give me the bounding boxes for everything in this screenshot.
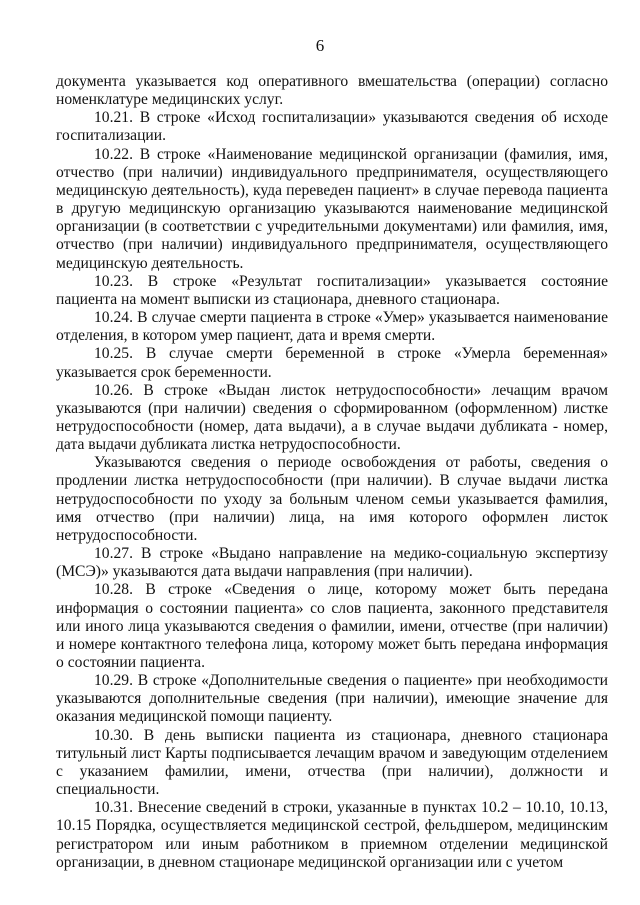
paragraph-10-26: 10.26. В строке «Выдан листок нетрудоспособности» лечащим врачом указываются (при наличии) сведения о сформированном (оформленном) листке нетрудоспособности (номер, дата выдачи), а в случае выдачи дубликата - номер, дата выдачи дубликата листка нетрудоспособности. (56, 381, 608, 454)
paragraph-10-25: 10.25. В случае смерти беременной в строке «Умерла беременная» указывается срок беременности. (56, 345, 608, 381)
paragraph-10-26-details: Указываются сведения о периоде освобождения от работы, сведения о продлении листка нетрудоспособности (при наличии). В случае выдачи листка нетрудоспособности по уходу за больным членом семьи указывается фамилия, имя отчество (при наличии) лица, на имя которого оформлен листок нетрудоспособности. (56, 454, 608, 544)
paragraph-10-24: 10.24. В случае смерти пациента в строке «Умер» указывается наименование отделения, в котором умер пациент, дата и время смерти. (56, 309, 608, 345)
paragraph-10-21: 10.21. В строке «Исход госпитализации» указываются сведения об исходе госпитализации. (56, 109, 608, 145)
paragraph-10-31: 10.31. Внесение сведений в строки, указанные в пунктах 10.2 – 10.10, 10.13, 10.15 Порядка, осуществляется медицинской сестрой, фельдшером, медицинским регистратором или иным работником в приемном отделении медицинской организации, в дневном стационаре медицинской организации или с учетом (56, 799, 608, 871)
document-body (56, 73, 608, 872)
paragraph-10-29: 10.29. В строке «Дополнительные сведения о пациенте» при необходимости указываются дополнительные сведения (при наличии), имеющие значение для оказания медицинской помощи пациенту. (56, 672, 608, 726)
paragraph-10-22: 10.22. В строке «Наименование медицинской организации (фамилия, имя, отчество (при наличии) индивидуального предпринимателя, осуществляющего медицинскую деятельность), куда переведен пациент» в случае перевода пациента в другую медицинскую организацию указываются наименование медицинской организации (в соответствии с учредительными документами) или фамилия, имя, отчество (при наличии) индивидуального предпринимателя, осуществляющего медицинскую деятельность. (56, 145, 608, 272)
page-number: 6 (315, 36, 325, 55)
paragraph-10-30: 10.30. В день выписки пациента из стационара, дневного стационара титульный лист Карты подписывается лечащим врачом и заведующим отделением с указанием фамилии, имени, отчества (при наличии), должности и специальности. (56, 726, 608, 799)
paragraph-10-28: 10.28. В строке «Сведения о лице, которому может быть передана информация о состоянии пациента» со слов пациента, законного представителя или иного лица указываются сведения о фамилии, имени, отчестве (при наличии) и номере контактного телефона лица, которому может быть передана информация о состоянии пациента. (56, 581, 608, 671)
paragraph-10-27: 10.27. В строке «Выдано направление на медико-социальную экспертизу (МСЭ)» указываются дата выдачи направления (при наличии). (56, 545, 608, 581)
paragraph-continuation: документа указывается код оперативного вмешательства (операции) согласно номенклатуре медицинских услуг. (56, 73, 608, 109)
paragraph-10-23: 10.23. В строке «Результат госпитализации» указывается состояние пациента на момент выписки из стационара, дневного стационара. (56, 272, 608, 308)
